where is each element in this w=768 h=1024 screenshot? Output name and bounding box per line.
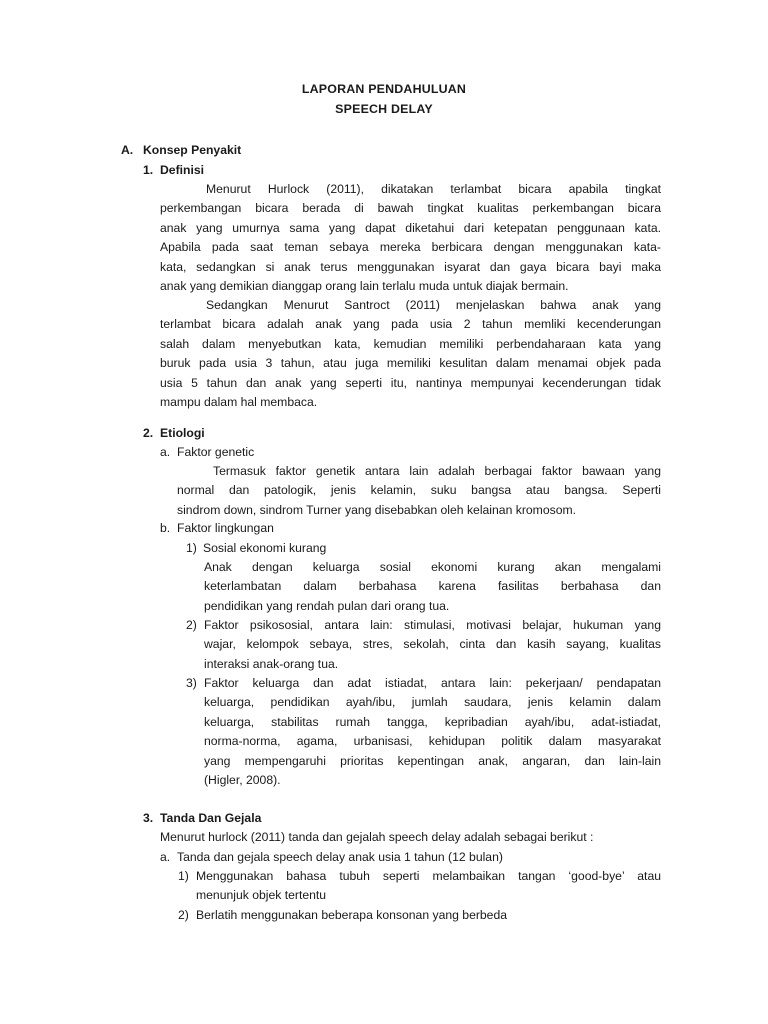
paragraph-definisi-2: [160, 296, 661, 412]
list-label: Sosial ekonomi kurang: [203, 541, 327, 555]
text-line: Menurut Hurlock (2011), dikatakan terlambat bicara apabila tingkat: [206, 182, 661, 196]
text-line: buruk pada usia 3 tahun, atau juga memiliki kesulitan dalam menamai objek pada: [160, 356, 661, 371]
list-marker: 1): [178, 869, 189, 883]
text-line: sindrom down, sindrom Turner yang disebabkan oleh kelainan kromosom.: [177, 502, 577, 517]
document-subtitle: SPEECH DELAY: [335, 102, 433, 116]
list-marker: a.: [160, 445, 171, 459]
list-label: Faktor lingkungan: [177, 521, 274, 535]
text-line: Termasuk faktor genetik antara lain adalah berbagai faktor bawaan yang: [213, 464, 661, 478]
list-item-b3-marker: [186, 674, 197, 693]
text-line: yang mempengaruhi prioritas kepentingan anak, angaran, dan lain-lain: [204, 753, 661, 768]
paragraph-3a1: [196, 867, 661, 906]
text-line: Faktor keluarga dan adat istiadat, antara lain: pekerjaan/ pendapatan: [204, 676, 661, 690]
list-marker: b.: [160, 521, 171, 535]
subsection-heading-definisi: [143, 161, 204, 180]
list-label: Tanda dan gejala speech delay anak usia 1 tahun (12 bulan): [177, 850, 503, 864]
subsection-marker: 1.: [143, 163, 154, 177]
text-line: usia 5 tahun dan anak yang seperti itu, nantinya mempunyai kecenderungan tidak: [160, 375, 661, 390]
subsection-label: Definisi: [160, 163, 205, 177]
text-line: terlambat bicara adalah anak yang pada usia 2 tahun memliki kecenderungan: [160, 317, 661, 332]
list-marker: 1): [186, 541, 197, 555]
subsection-heading-tanda-gejala: [143, 809, 261, 828]
text-line: Sedangkan Menurut Santroct (2011) menjelaskan bahwa anak yang: [206, 298, 661, 312]
text-line: interaksi anak-orang tua.: [204, 656, 339, 671]
section-heading-a: [121, 141, 241, 160]
list-marker: 2): [186, 618, 197, 632]
list-item-3a: [160, 848, 503, 867]
list-label: Faktor genetic: [177, 445, 255, 459]
text-line: Apabila pada saat teman sebaya mereka berbicara dengan menggunakan kata-: [160, 240, 661, 255]
section-label: Konsep Penyakit: [143, 143, 242, 157]
paragraph-faktor-genetic: [177, 462, 661, 520]
subsection-label: Etiologi: [160, 426, 205, 440]
text-line: keluarga, pendidikan ayah/ibu, jumlah saudara, jenis kelamin dalam: [204, 695, 661, 710]
subsection-heading-etiologi: [143, 424, 205, 443]
text-line: (Higler, 2008).: [204, 772, 281, 787]
text-line: menunjuk objek tertentu: [196, 888, 327, 903]
text-line: Anak dengan keluarga sosial ekonomi kurang akan mengalami: [204, 560, 661, 574]
text-line: Faktor psikososial, antara lain: stimulasi, motivasi belajar, hukuman yang: [204, 618, 661, 632]
list-item-3a2-marker: [178, 906, 189, 925]
text-line: norma-norma, agama, urbanisasi, kehidupan politik dalam masyarakat: [204, 734, 661, 749]
text-line: keluarga, stabilitas rumah tangga, kepribadian ayah/ibu, adat-istiadat,: [204, 714, 661, 729]
subsection-label: Tanda Dan Gejala: [160, 811, 262, 825]
text-line: anak yang umurnya sama yang dapat diketahui dari ketepatan penggunaan kata.: [160, 220, 661, 235]
text-line: wajar, kelompok sebaya, stres, sekolah, cinta dan kasih sayang, kualitas: [204, 637, 661, 652]
paragraph-definisi-1: [160, 180, 661, 296]
list-item-b2-marker: [186, 616, 197, 635]
list-marker: 2): [178, 908, 189, 922]
text-line: mampu dalam hal membaca.: [160, 394, 318, 409]
text-line: pendidikan yang rendah pulan dari orang tua.: [204, 598, 450, 613]
text-line: keterlambatan dalam berbahasa karena fasilitas berbahasa dan: [204, 579, 661, 594]
text-line: anak yang demikian dianggap orang lain terlalu muda untuk diajak bermain.: [160, 278, 569, 293]
subsection-marker: 2.: [143, 426, 154, 440]
list-marker: 3): [186, 676, 197, 690]
document-title: LAPORAN PENDAHULUAN: [301, 82, 467, 96]
list-item-b: [160, 519, 274, 538]
text-line: perkembangan bicara berada di bawah tingkat kualitas perkembangan bicara: [160, 201, 661, 216]
list-marker: a.: [160, 850, 171, 864]
paragraph-sosial-ekonomi: [204, 558, 661, 616]
paragraph-faktor-keluarga: [204, 674, 661, 790]
text-line: salah dalam menyebutkan kata, kemudian memiliki perbendaharaan kata yang: [160, 336, 661, 351]
list-item-a: [160, 443, 254, 462]
text-line: kata, sedangkan si anak terus menggunakan isyarat dan gaya bicara bayi maka: [160, 259, 661, 274]
paragraph-3a2: Berlatih menggunakan beberapa konsonan yang berbeda: [196, 908, 508, 922]
section-marker: A.: [121, 143, 134, 157]
text-line: normal dan patologik, jenis kelamin, suku bangsa atau bangsa. Seperti: [177, 483, 661, 498]
list-item-b1: [186, 539, 326, 558]
intro-text: Menurut hurlock (2011) tanda dan gejalah speech delay adalah sebagai berikut :: [160, 830, 594, 844]
list-item-3a1-marker: [178, 867, 189, 886]
paragraph-faktor-psikososial: [204, 616, 661, 674]
subsection-marker: 3.: [143, 811, 154, 825]
text-line: Menggunakan bahasa tubuh seperti melambaikan tangan ‘good-bye’ atau: [196, 869, 661, 883]
